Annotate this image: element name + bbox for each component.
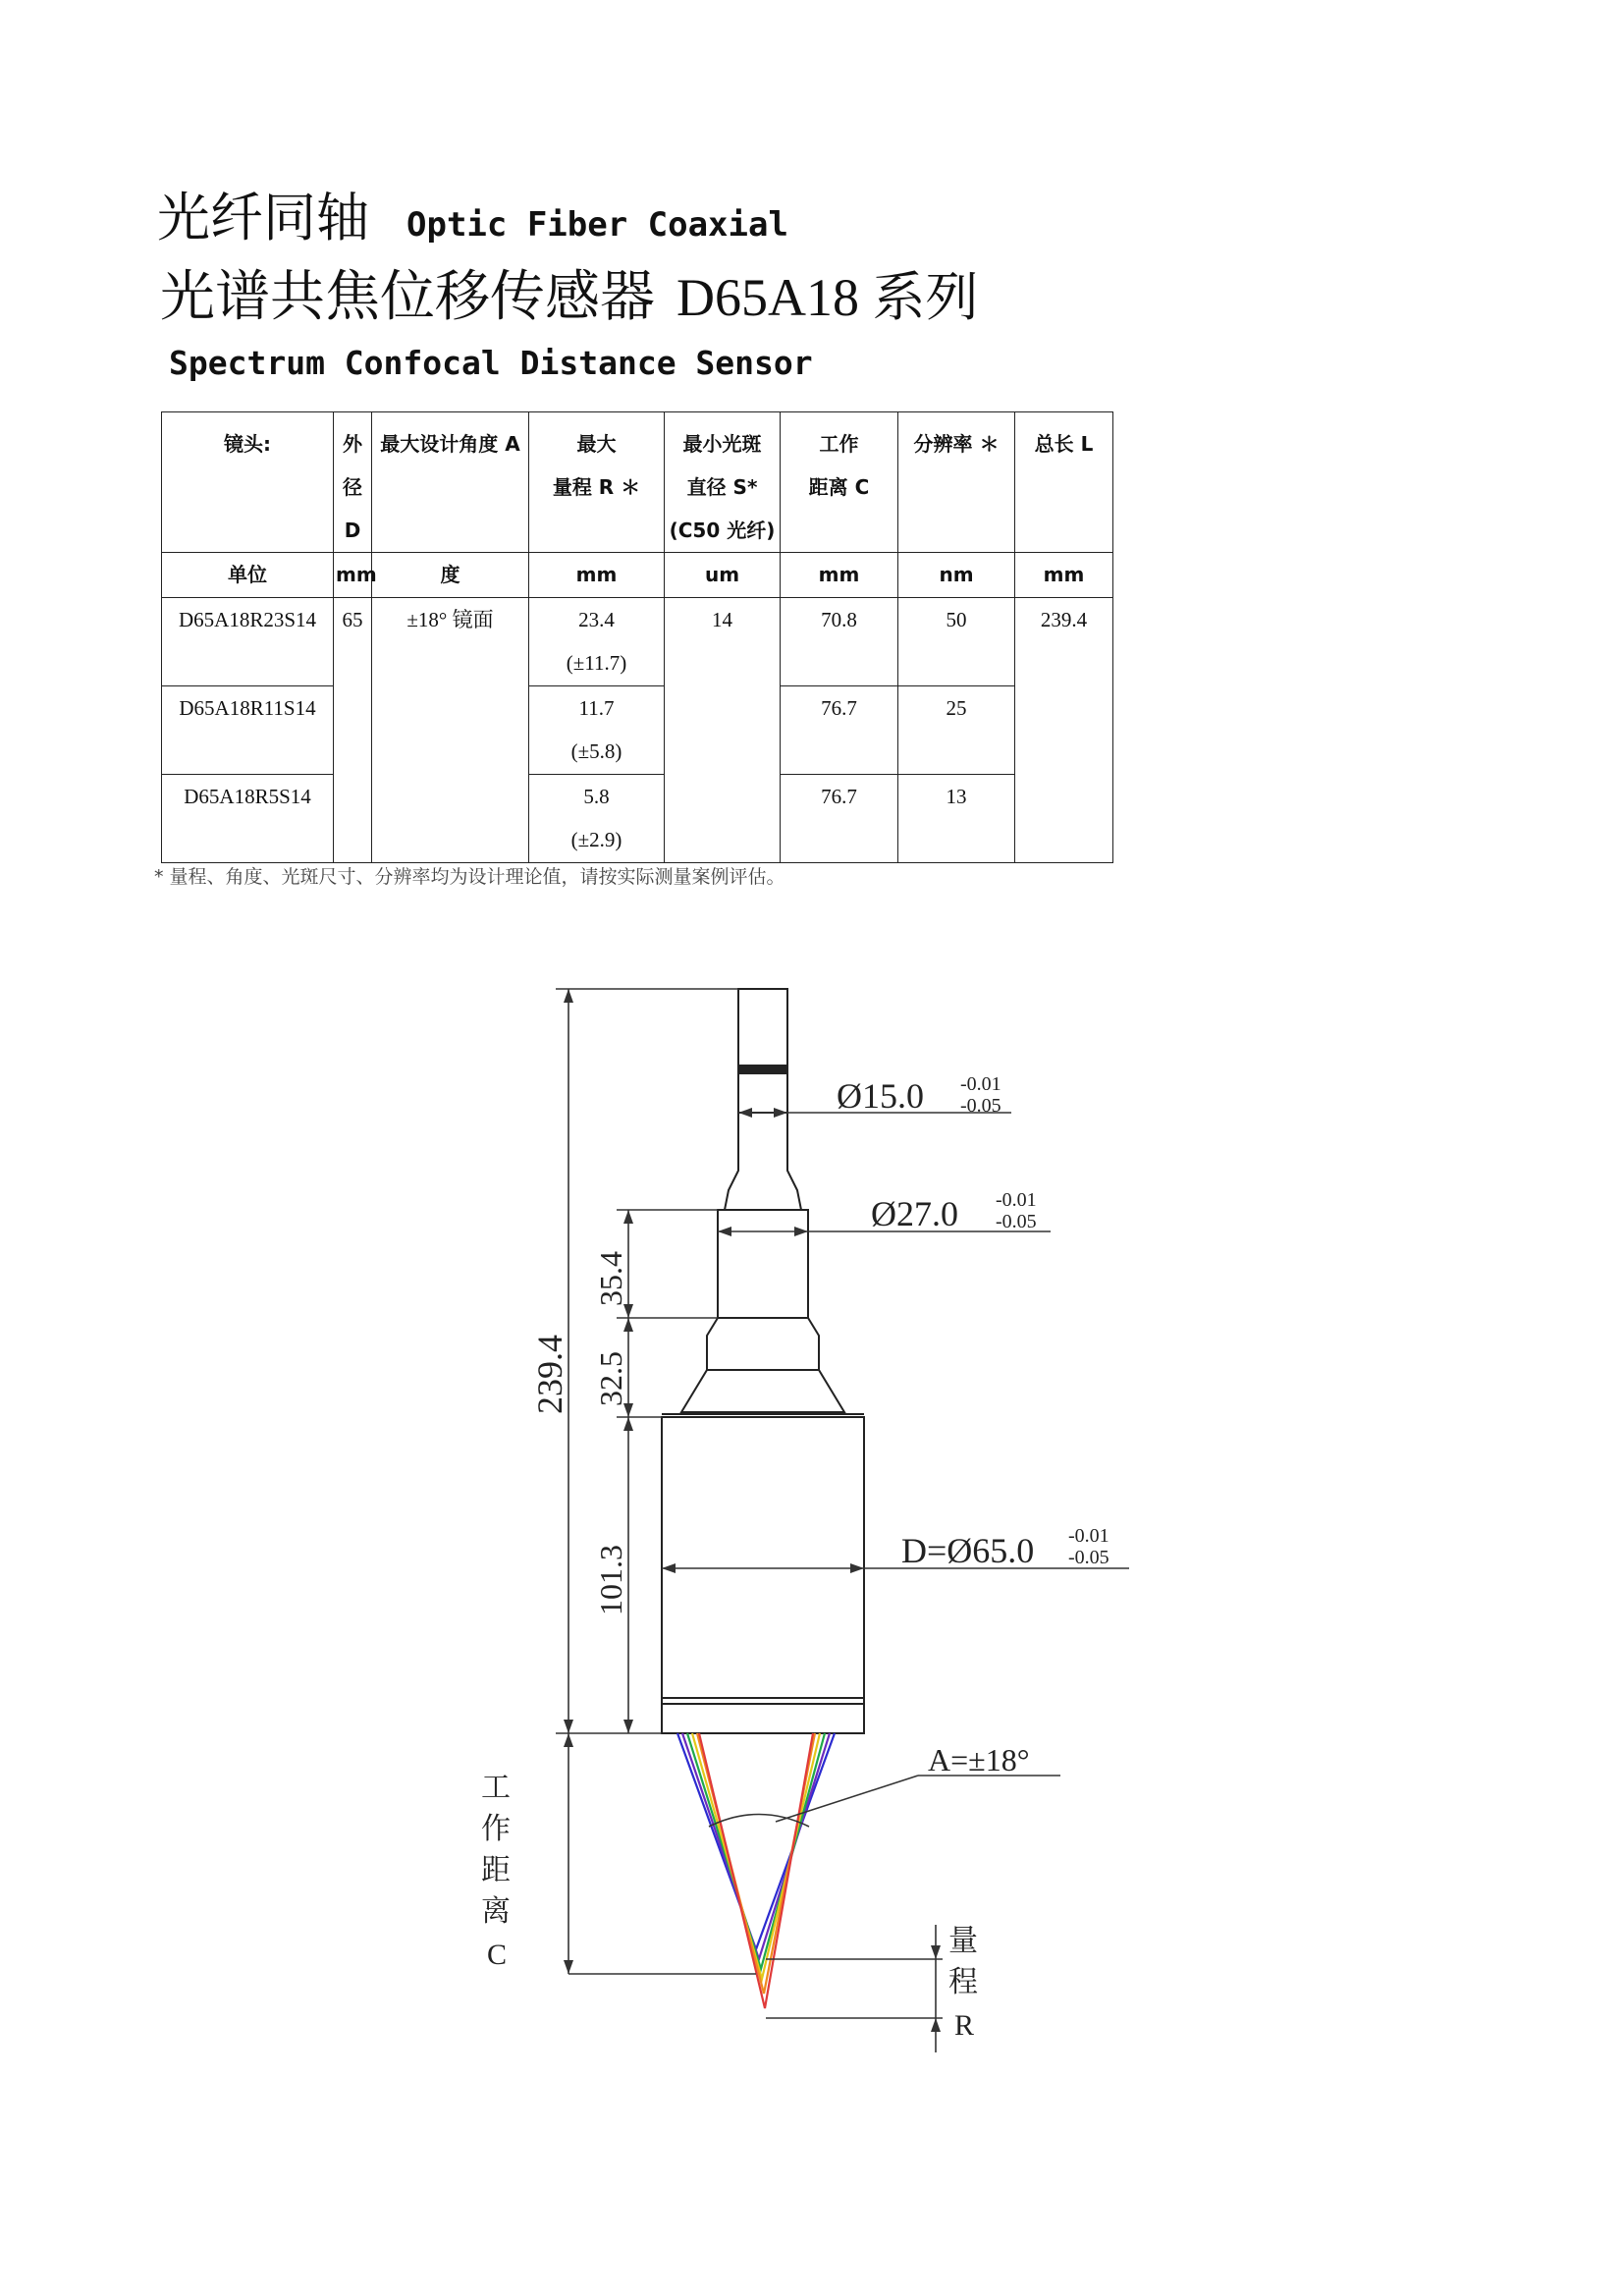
row3-model: D65A18R5S14 — [162, 775, 334, 863]
range-label — [948, 1925, 978, 2042]
shoulder — [707, 1318, 819, 1370]
header-spot-3: (C50 光纤) — [669, 519, 776, 542]
arrow-phi15-right — [774, 1108, 787, 1118]
title-cn-2: 光谱共焦位移传感器 — [160, 265, 655, 329]
header-angle: 最大设计角度 A — [372, 412, 529, 553]
row2-model: D65A18R11S14 — [162, 686, 334, 775]
arrow-phi15-left — [738, 1108, 752, 1118]
wd-label-5: C — [487, 1939, 508, 1971]
unit-label: 单位 — [162, 553, 334, 598]
row1-resolution: 50 — [898, 598, 1015, 686]
angle-label: A=±18° — [928, 1742, 1030, 1777]
arrow-total-bottom — [564, 1720, 573, 1733]
light-ray-red — [699, 1733, 813, 2008]
dimension-lines — [556, 989, 1129, 2052]
arrow-wd-bottom — [564, 1960, 573, 1974]
spot-value: 14 — [665, 598, 781, 863]
header-od-1: 外 — [343, 432, 362, 456]
row2-range-pm: (±5.8) — [570, 739, 622, 763]
angle-leader — [776, 1776, 918, 1822]
dim-phi65-text: D=Ø65.0 — [901, 1531, 1035, 1570]
wd-label — [481, 1772, 511, 1971]
fiber-taper — [725, 1113, 801, 1210]
wd-label-3: 距 — [481, 1854, 511, 1886]
arrow-32-top — [623, 1318, 633, 1332]
header-wd-2: 距离 C — [808, 475, 870, 499]
sensor-outline — [662, 989, 864, 1733]
row1-wd: 70.8 — [781, 598, 898, 686]
header-length: 总长 L — [1015, 412, 1113, 553]
title-en-2: Spectrum Confocal Distance Sensor — [169, 344, 813, 382]
row2-range-value: 11.7 — [578, 696, 615, 720]
row3-resolution: 13 — [898, 775, 1015, 863]
header-range-2: 量程 R ＊ — [552, 475, 641, 499]
unit-angle: 度 — [372, 553, 529, 598]
dim-phi15-text: Ø15.0 — [837, 1076, 924, 1116]
range-label-1: 量 — [948, 1925, 978, 1957]
dim-phi65-tol-lower: -0.05 — [1068, 1547, 1109, 1568]
wd-label-4: 离 — [481, 1895, 511, 1928]
footnote: * 量程、角度、光斑尺寸、分辨率均为设计理论值，请按实际测量案例评估。 — [154, 866, 785, 888]
od-value: 65 — [334, 598, 372, 863]
row1-model: D65A18R23S14 — [162, 598, 334, 686]
dim-phi27-text: Ø27.0 — [871, 1194, 958, 1233]
header-od-3: D — [344, 519, 361, 542]
row2-resolution: 25 — [898, 686, 1015, 775]
connector-ring — [738, 1066, 787, 1071]
connector-top — [738, 989, 787, 1069]
main-body — [662, 1417, 864, 1698]
dim-32-text: 32.5 — [593, 1351, 628, 1406]
arrow-101-bottom — [623, 1720, 633, 1733]
title-cn-1: 光纤同轴 — [157, 187, 369, 248]
title-model-series: D65A18 系列 — [676, 268, 979, 327]
unit-resolution: nm — [898, 553, 1015, 598]
arrow-101-top — [623, 1417, 633, 1431]
dim-101-text: 101.3 — [593, 1545, 628, 1615]
connector-neck — [738, 1073, 787, 1113]
header-spot-2: 直径 S* — [686, 475, 758, 499]
range-label-2: 程 — [948, 1966, 978, 1998]
arrow-range-top — [931, 1945, 941, 1959]
dim-phi65-tol-upper: -0.01 — [1068, 1525, 1109, 1547]
wd-label-2: 作 — [481, 1813, 511, 1845]
dim-phi27-tol-lower: -0.05 — [996, 1211, 1037, 1232]
arrow-range-bottom — [931, 2018, 941, 2032]
unit-length: mm — [1015, 553, 1113, 598]
light-ray-yellow — [692, 1733, 820, 1979]
row3-range-value: 5.8 — [583, 785, 610, 808]
row1-range-value: 23.4 — [578, 608, 615, 631]
cone-transition — [681, 1370, 844, 1412]
row2-wd: 76.7 — [781, 686, 898, 775]
row1-range-pm: (±11.7) — [566, 651, 627, 675]
row3-range-pm: (±2.9) — [570, 828, 622, 851]
length-value: 239.4 — [1015, 598, 1113, 863]
unit-spot: um — [665, 553, 781, 598]
header-wd-1: 工作 — [819, 432, 859, 456]
arrowheads — [564, 989, 941, 2032]
header-range-1: 最大 — [576, 432, 617, 456]
mid-body — [718, 1210, 808, 1318]
dim-phi27-tol-upper: -0.01 — [996, 1189, 1037, 1211]
unit-wd: mm — [781, 553, 898, 598]
dim-phi15-tol-lower: -0.05 — [960, 1095, 1001, 1117]
unit-range: mm — [529, 553, 665, 598]
arrow-phi27-right — [794, 1227, 808, 1236]
range-label-3: R — [954, 2009, 975, 2042]
header-od-2: 径 — [343, 475, 362, 499]
arrow-wd-top — [564, 1733, 573, 1747]
arrow-phi65-left — [662, 1563, 676, 1573]
wd-label-1: 工 — [481, 1772, 511, 1804]
arrow-phi65-right — [850, 1563, 864, 1573]
title-en-1: Optic Fiber Coaxial — [406, 205, 788, 245]
dim-phi15-tol-upper: -0.01 — [960, 1073, 1001, 1095]
header-spot-1: 最小光斑 — [682, 432, 762, 456]
dim-total-text: 239.4 — [530, 1335, 569, 1414]
dim-35-text: 35.4 — [593, 1251, 628, 1306]
angle-value: ±18° 镜面 — [372, 598, 529, 863]
arrow-phi27-left — [718, 1227, 731, 1236]
unit-od: mm — [334, 553, 372, 598]
row3-wd: 76.7 — [781, 775, 898, 863]
light-cone — [677, 1733, 835, 2008]
arrow-35-top — [623, 1210, 633, 1224]
header-lens: 镜头: — [162, 412, 334, 553]
header-resolution: 分辨率 ＊ — [898, 412, 1015, 553]
arrow-total-top — [564, 989, 573, 1003]
